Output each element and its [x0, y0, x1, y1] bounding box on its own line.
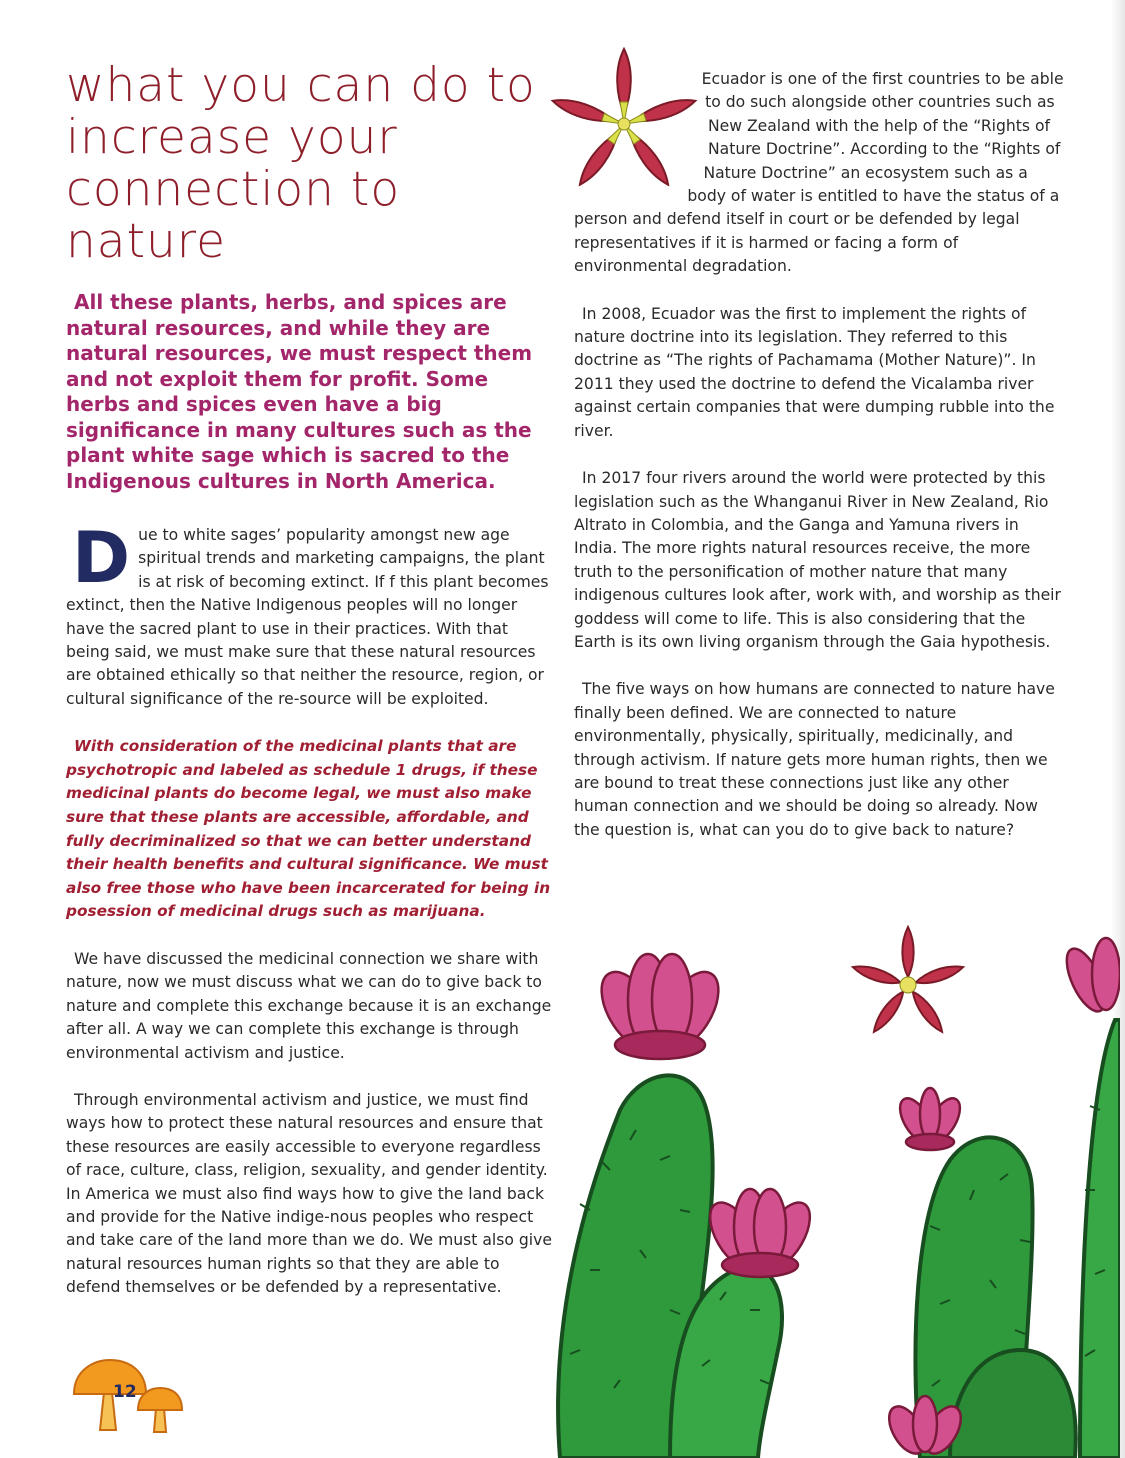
drop-cap: D — [72, 517, 131, 599]
paragraph-five-ways: The five ways on how humans are connected to nature have finally been defined. We are connected to nature environmentally, physically, spiritually, medicinally, and through activism. If nature gets more human rights, then we are bound to treat these connections just like any other human connection and we should be doing so already. Now the question is, what can you do to give back to nature? — [574, 680, 1055, 839]
paragraph-medicinal-plants: With consideration of the medicinal plants that are psychotropic and labeled as schedule 1 drugs, if these medicinal plants do become legal, we must also make sure that these plants are accessible, affordable, and fully decriminalized so that we can better understand their health benefits and cultural significance. We must also free those who have been incarcerated for being in posession of medicinal drugs such as marijuana. — [66, 737, 551, 921]
paragraph-2008: In 2008, Ecuador was the first to implement the rights of nature doctrine into its legislation. They referred to this doctrine as “The rights of Pachamama (Mother Nature)”. In 2011 they used the doctrine to defend the Vicalamba river against certain companies that were dumping rubble into the river. — [574, 304, 1055, 440]
paragraph-white-sage — [66, 517, 556, 711]
paragraph-activism: Through environmental activism and justice, we must find ways how to protect these natural resources and ensure that these resources are easily accessible to everyone regardless of race, culture, class, religion, sexuality, and gender identity. In America we must also find ways how to give the land back and provide for the Native indige-nous peoples who respect and take care of the land more than we do. We must also give natural resources human rights so that they are able to defend themselves or be defended by a representative. — [66, 1091, 552, 1297]
cactus-illustration — [520, 910, 1120, 1458]
lead-paragraph: All these plants, herbs, and spices are natural resources, and while they are natural resources, we must respect them and not exploit them for profit. Some herbs and spices even have a big significance in many cultures such as the plant white sage which is sacred to the Indigenous cultures in North America. — [66, 290, 533, 493]
star-flower-icon — [544, 44, 704, 204]
paragraph-ecuador: Ecuador is one of the first countries to be able to do such alongside other countries such as New Zealand with the help of the “Rights of Nature Doctrine”. According to the “Rights of Nature Doctrine” an ecosystem such as a body of water is entitled to have the status of a person and defend itself in court or be defended by legal representatives if it is harmed or facing a form of environmental degradation. — [574, 70, 1064, 276]
paragraph-white-sage-text: ue to white sages’ popularity amongst new age spiritual trends and marketing campaigns, the plant is at risk of becoming extinct. If f this plant becomes extinct, then the Native Indigenous peoples will no longer have the sacred plant to use in their practices. With that being said, we must make sure that these natural resources are obtained ethically so that neither the resource, region, or cultural significance of the re-source will be exploited. — [66, 526, 549, 708]
page-title: what you can do to increase your connection to nature — [66, 58, 536, 269]
paragraph-medicinal-connection: We have discussed the medicinal connection we share with nature, now we must discuss what we can do to give back to nature and complete this exchange because it is an exchange after all. A way we can complete this exchange is through environmental activism and justice. — [66, 950, 552, 1062]
right-column — [574, 68, 1064, 842]
paragraph-2017: In 2017 four rivers around the world were protected by this legislation such as the Whanganui River in New Zealand, Rio Altrato in Colombia, and the Ganga and Yamuna rivers in India. The more rights natural resources receive, the more truth to the personification of mother nature that many indigenous cultures look after, work with, and worship as their goddess will come to life. This is also considering that the Earth is its own living organism through the Gaia hypothesis. — [574, 469, 1061, 651]
left-column — [66, 60, 556, 1300]
page-number: 12 — [113, 1382, 137, 1402]
